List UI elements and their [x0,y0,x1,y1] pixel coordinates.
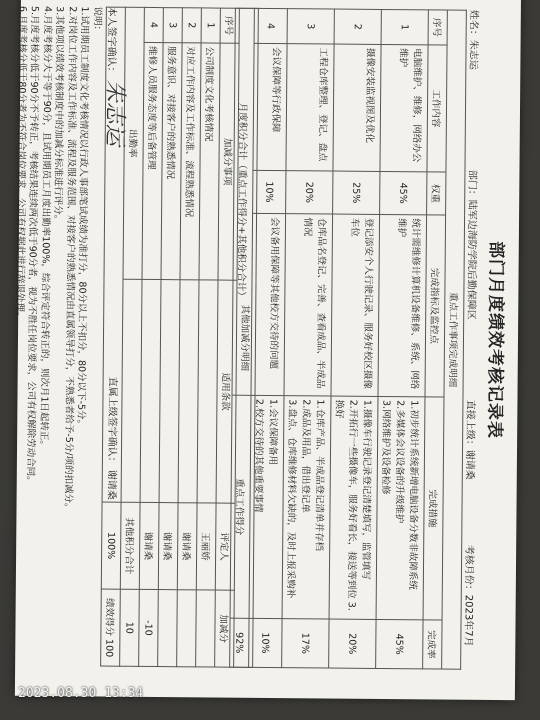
superior-value: 谢请桑 [463,449,476,480]
row-weight: 10% [253,170,286,213]
key-work-section-title: 重点工作事项完成明细 [442,10,467,669]
header-measure: 完成措施 [423,397,444,620]
row-indicator: 会议备用保障等其他校方交待的问题 [251,213,286,395]
row-indicator: 统计需维修计算机设备维修、系统、网络维护 [378,214,427,396]
other-row-score [158,590,178,667]
note-line: 4.月度考核分大于等于90分，且试用期员工月度出勤率100%，综合评定符合转正的，则次月1日起转正。 [38,6,53,450]
other-row-item: 公司制度文化考核情况 [199,43,220,280]
note-line: 3.其他项以绩效考核制度中的加减分标准进行评分。 [52,6,66,225]
row-no: 2 [334,9,381,44]
other-row-rater: 谢请桑 [139,502,159,589]
document-title: 部门月度绩效考核记录表 [484,240,506,440]
key-work-table [229,8,467,670]
row-measure: 1.初步统计系统新增电脑设备分数非故障系统 2.多媒体会议设备的升级维护 3.网络维护及设备检修 [376,396,425,619]
row-content: 工程仓库整理、登记、盘点 [286,44,334,171]
table-row [376,9,429,668]
header-indicator: 完成指标及监控点 [425,215,446,397]
name-label: 姓名： [467,9,479,40]
subtotal-pct: 92% [230,618,249,667]
other-row-clause [159,280,180,503]
row-indicator: 登记添安个人行驶记录、服务好校区摄像车位 [331,214,380,396]
other-section-title: 其他加减分明细 [234,8,259,667]
attendance-label: 出勤率 [123,7,144,279]
other-header-rater: 评定人 [215,503,235,590]
superior-field [464,400,480,480]
row-weight: 45% [380,171,427,214]
dept-field [465,170,481,320]
superior-label: 直接上级： [464,399,476,450]
row-rate: 45% [376,619,423,668]
notes-block [10,6,103,667]
self-signature-label: 本人签字确认： [105,6,117,77]
header-content: 工作内容 [427,45,447,172]
note-line: 1.试用期员工制度文化考核情况以行政人事部笔试成绩为准打分，80分以上不扣分，80分以下-5分。 [75,6,91,430]
other-row-score [177,590,197,667]
attendance-value: 100% [101,502,121,589]
row-measure: 1.会议保障备用 2.校方交待的其他重要事情 [249,395,284,618]
other-row-item: 维修人员服务态度等后备管理 [142,42,163,279]
other-row-score: -10 [139,589,159,666]
name-field [467,10,483,70]
table-row [282,9,335,668]
other-row-no: 2 [182,8,201,43]
other-header-clause: 适用条款 [216,280,237,503]
other-row-no: 3 [163,8,182,43]
other-header-item: 加减分事项 [218,43,239,280]
month-label: 考核月份： [462,544,475,595]
other-header-score: 加减分 [215,590,235,667]
other-row-rater: 王丽娇 [196,503,216,590]
other-header-no: 序号 [220,8,239,43]
other-total-label: 其他积分合计 [120,502,140,589]
other-row-rater: 谢请桑 [177,503,197,590]
photo-timestamp: 2023.08.30 13:34 [18,686,144,701]
attendance-blank [121,279,142,502]
name-value: 朱志运 [467,39,479,70]
row-content: 电脑维护、维修，网络办公维护 [380,44,428,171]
month-field [462,545,478,647]
month-total-value: 100 [103,639,115,658]
superior-signature-label: 直属上级签字确认： [105,376,118,467]
row-measure: 1.仓库产品、半成品登记清单并存档 2.成品及用品，借出登记单 3.盘点、仓库维修材料欠缺的，及时上报采购补 [282,396,331,619]
row-weight: 20% [286,171,333,214]
row-no: 4 [254,8,287,43]
row-content: 会议保障等行政保障 [253,43,287,170]
key-score-label: 重点工作得分 [230,395,251,618]
document-sheet [15,0,521,700]
other-row-no: 1 [201,8,220,43]
other-row-item: 对应工作内容及工作标准、流程熟悉情况 [180,43,201,280]
row-content: 摄像安装监视图及优化 [333,44,381,171]
month-total-label: 绩效得分 [103,597,115,637]
note-line: 6.月度考核分低于80分者为不符合岗位要求，公司有权据此进行辞退处理。 [14,5,28,322]
other-row-clause [197,280,218,503]
other-row-rater: 谢请桑 [158,503,178,590]
row-weight: 25% [333,171,380,214]
header-rate: 完成率 [423,620,442,669]
other-row-item: 服务意识、对接客户的熟悉情况 [161,43,182,280]
notes-heading: 说明： [91,6,103,36]
row-rate: 17% [282,619,329,668]
note-line: 2.对岗位工作内容及工作标准、流程及服务范围、对接客户的熟悉情况由直属领导打分，不熟悉者给予-5分/项的扣减分。 [62,6,78,513]
header-weight: 权重 [427,172,446,215]
dept-value: 陆军边海防学院后勤保障区 [465,199,478,320]
other-row-clause [178,280,199,503]
other-row-clause [140,279,161,502]
superior-signature-field [105,377,118,500]
ten-value: 10 [120,589,140,666]
row-no: 3 [287,9,334,44]
row-rate: 20% [329,619,376,668]
row-no: 1 [381,9,428,44]
self-signature: 朱志运 [101,79,128,146]
self-signature-field [101,6,128,146]
subtotal-label: 月度积分合计（重点工作得分+其他积分合计） [232,8,254,395]
superior-signature: 谢请桑 [105,469,117,500]
other-row-no: 4 [144,7,163,42]
dept-label: 部门： [466,169,478,200]
table-row [329,9,382,668]
row-rate: 10% [249,618,282,667]
row-indicator: 仓库品名登记、完善、查看成品、半成品情况 [284,214,333,396]
note-line: 5.月度考核分低于90分不予转正，考核结果连续两次低于90分者，视为不胜任岗位要求，公司有权解除劳动合同。 [25,5,41,486]
month-total [101,589,121,666]
month-value: 2023年7月 [462,594,474,647]
header-no: 序号 [428,10,447,45]
row-measure: 1.摄像车行驶记录登记清楚填写，监管填写 2.开拓行一些摄像车，服务好看长，接送等到位 3.换好 [329,396,378,619]
other-row-score [196,590,216,667]
